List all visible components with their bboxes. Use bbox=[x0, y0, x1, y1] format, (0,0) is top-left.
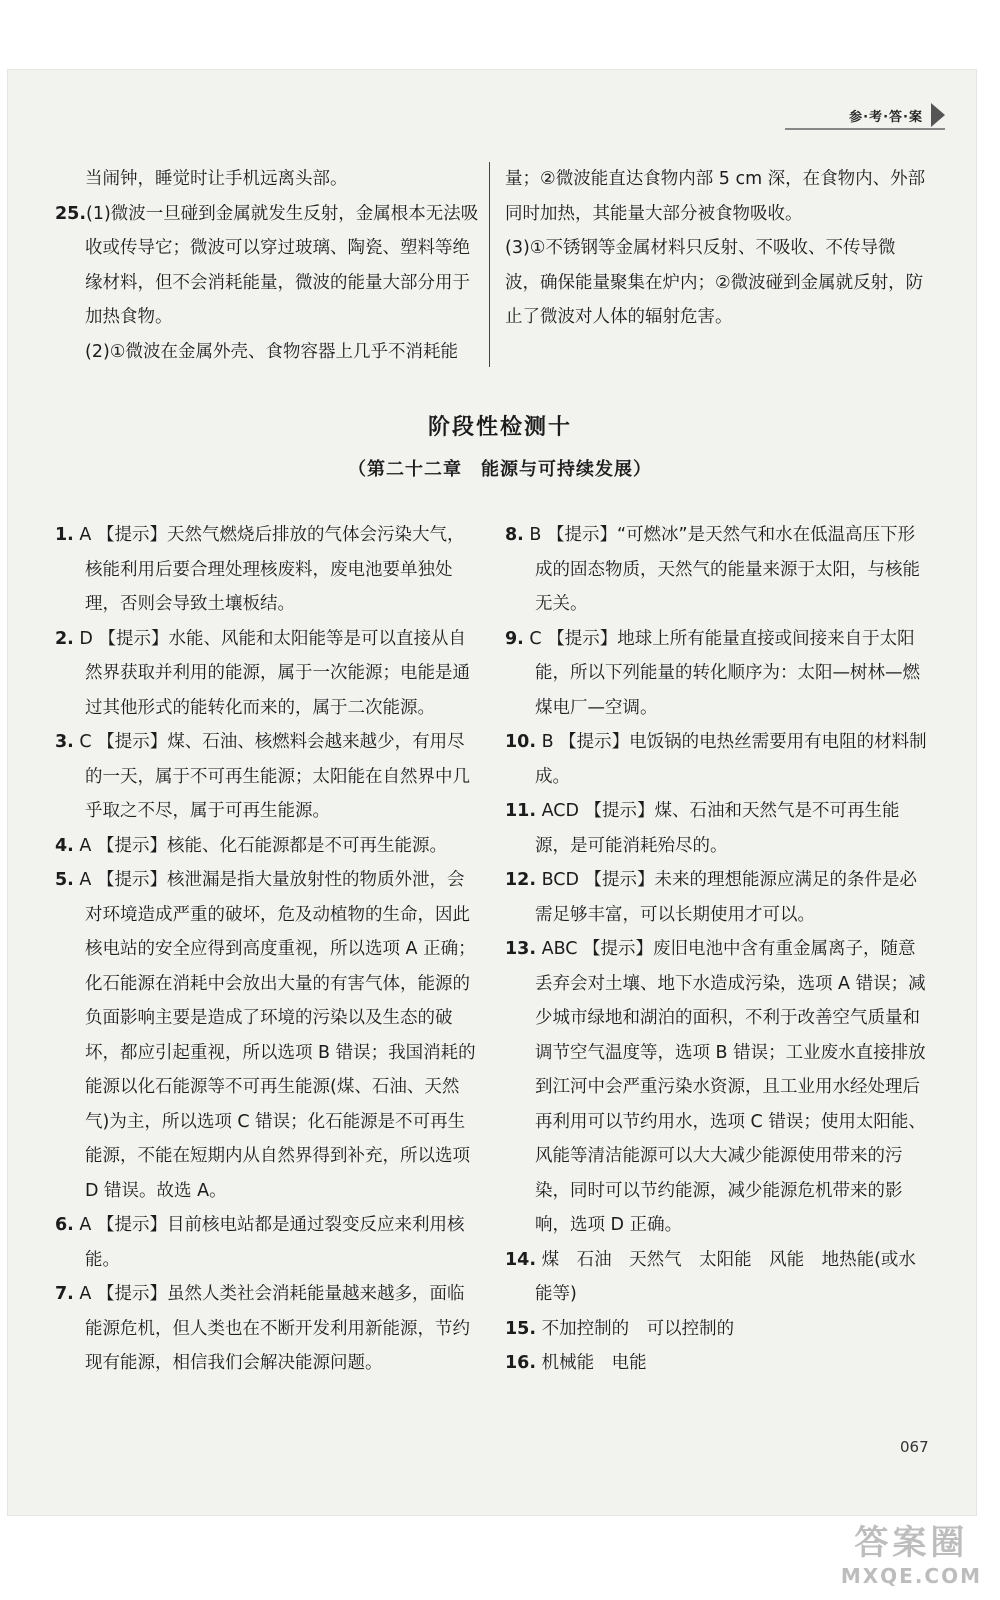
answer-item bbox=[505, 622, 930, 726]
answer-item bbox=[55, 1208, 480, 1277]
answer-item bbox=[505, 932, 930, 1243]
answer-item bbox=[505, 863, 930, 932]
answer-item bbox=[55, 725, 480, 829]
right-answers-column bbox=[505, 518, 930, 1381]
answer-number: 6. bbox=[55, 1215, 74, 1235]
answer-text: A 【提示】目前核电站都是通过裂变反应来利用核能。 bbox=[79, 1215, 465, 1270]
answer-text: A 【提示】虽然人类社会消耗能量越来越多，面临能源危机，但人类也在不断开发利用新能源，节约现有能源，相信我们会解决能源问题。 bbox=[79, 1284, 470, 1373]
answer-item bbox=[55, 518, 480, 622]
answer-number: 8. bbox=[505, 525, 524, 545]
left-answers-column bbox=[55, 518, 480, 1381]
answer-number: 16. bbox=[505, 1353, 537, 1373]
column-divider bbox=[489, 162, 490, 367]
answer-item bbox=[55, 622, 480, 726]
top-right-column bbox=[505, 162, 930, 335]
continuation-text: 量；②微波能直达食物内部 5 cm 深，在食物内、外部同时加热，其能量大部分被食物吸收。 bbox=[505, 169, 926, 224]
answer-25-part3: (3)①不锈钢等金属材料只反射、不吸收、不传导微波，确保能量聚集在炉内；②微波碰到金属就反射，防止了微波对人体的辐射危害。 bbox=[505, 238, 924, 327]
answer-text: A 【提示】核能、化石能源都是不可再生能源。 bbox=[79, 835, 447, 856]
answer-number: 12. bbox=[505, 870, 537, 890]
answer-number: 9. bbox=[505, 628, 524, 649]
answer-item bbox=[55, 1277, 480, 1381]
answer-text: 机械能 电能 bbox=[541, 1353, 647, 1373]
answer-number: 13. bbox=[505, 939, 537, 959]
answer-item bbox=[505, 794, 930, 863]
section-subtitle: （第二十二章 能源与可持续发展） bbox=[348, 459, 652, 480]
top-left-column bbox=[55, 162, 480, 369]
answer-number: 10. bbox=[505, 732, 537, 752]
answer-number: 5. bbox=[55, 870, 74, 890]
answer-text: 不加控制的 可以控制的 bbox=[541, 1318, 735, 1339]
continuation-text: 当闹钟，睡觉时让手机远离头部。 bbox=[85, 169, 348, 189]
answer-25-part2: (2)①微波在金属外壳、食物容器上几乎不消耗能 bbox=[85, 341, 458, 362]
section-title: 阶段性检测十 bbox=[427, 415, 572, 440]
page-header bbox=[849, 103, 945, 127]
answer-item bbox=[505, 1312, 930, 1347]
answer-text: B 【提示】电饭锅的电热丝需要用有电阻的材料制成。 bbox=[535, 732, 927, 787]
arrow-right-icon bbox=[931, 103, 945, 127]
watermark-logo-text: 答案圈 bbox=[854, 1523, 969, 1563]
answer-number: 1. bbox=[55, 525, 74, 545]
site-watermark bbox=[841, 1515, 982, 1588]
answer-text: A 【提示】天然气燃烧后排放的气体会污染大气，核能利用后要合理处理核废料，废电池要单独处理，否则会导致土壤板结。 bbox=[79, 525, 465, 614]
answer-number: 14. bbox=[505, 1249, 537, 1270]
answer-number: 7. bbox=[55, 1284, 74, 1304]
answer-item bbox=[55, 863, 480, 1208]
answer-item bbox=[505, 1346, 930, 1381]
answer-number: 15. bbox=[505, 1318, 537, 1339]
header-label: 参·考·答·案 bbox=[849, 109, 923, 125]
answer-text: (1)微波一旦碰到金属就发生反射，金属根本无法吸收或传导它；微波可以穿过玻璃、陶瓷、塑料等绝缘材料，但不会消耗能量，微波的能量大部分用于加热食物。 bbox=[85, 203, 479, 327]
page-number: 067 bbox=[900, 1438, 929, 1456]
answer-item bbox=[55, 829, 480, 864]
answer-number: 4. bbox=[55, 835, 74, 856]
answer-text: ABC 【提示】废旧电池中含有重金属离子，随意丢弃会对土壤、地下水造成污染，选项 A 错误；减少城市绿地和湖泊的面积，不利于改善空气质量和调节空气温度等，选项 B 错误；工业废水直接排放到江河中会严重污染水资源，且工业用水经处理后再利用可以节约用水，选项 C 错误；使用太阳能、风能等清洁能源可以大大减少能源使用带来的污染，同时可以节约能源，减少能源危机带来的影响，选项 D 正确。 bbox=[535, 939, 926, 1235]
answer-text: A 【提示】核泄漏是指大量放射性的物质外泄，会对环境造成严重的破坏，危及动植物的生命，因此核电站的安全应得到高度重视，所以选项 A 正确；化石能源在消耗中会放出大量的有害气体，能源的负面影响主要是造成了环境的污染以及生态的破坏，都应引起重视，所以选项 B 错误；我国消耗的能源以化石能源等不可再生能源(煤、石油、天然气)为主，所以选项 C 错误；化石能源是不可再生能源，不能在短期内从自然界得到补充，所以选项 D 错误。故选 A。 bbox=[79, 870, 476, 1201]
header-rule bbox=[785, 128, 945, 130]
answer-item bbox=[505, 1243, 930, 1312]
answer-text: B 【提示】“可燃冰”是天然气和水在低温高压下形成的固态物质，天然气的能量来源于太阳，与核能无关。 bbox=[529, 525, 920, 614]
answer-number: 2. bbox=[55, 628, 74, 649]
answer-25-part1 bbox=[55, 197, 480, 335]
answer-text: C 【提示】煤、石油、核燃料会越来越少，有用尽的一天，属于不可再生能源；太阳能在自然界中几乎取之不尽，属于可再生能源。 bbox=[79, 732, 470, 821]
answer-text: 煤 石油 天然气 太阳能 风能 地热能(或水能等) bbox=[535, 1249, 916, 1304]
answer-number: 3. bbox=[55, 732, 74, 752]
watermark-url: MXQE.COM bbox=[840, 1564, 982, 1588]
answer-text: BCD 【提示】未来的理想能源应满足的条件是必需足够丰富，可以长期使用才可以。 bbox=[535, 870, 918, 925]
answer-item bbox=[505, 518, 930, 622]
answer-item bbox=[505, 725, 930, 794]
answer-text: ACD 【提示】煤、石油和天然气是不可再生能源，是可能消耗殆尽的。 bbox=[535, 801, 900, 856]
answer-text: C 【提示】地球上所有能量直接或间接来自于太阳能，所以下列能量的转化顺序为：太阳—树林—燃煤电厂—空调。 bbox=[529, 628, 920, 718]
answer-number: 25. bbox=[55, 203, 87, 224]
answer-text: D 【提示】水能、风能和太阳能等是可以直接从自然界获取并利用的能源，属于一次能源；电能是通过其他形式的能转化而来的，属于二次能源。 bbox=[79, 628, 470, 718]
answer-number: 11. bbox=[505, 801, 537, 821]
